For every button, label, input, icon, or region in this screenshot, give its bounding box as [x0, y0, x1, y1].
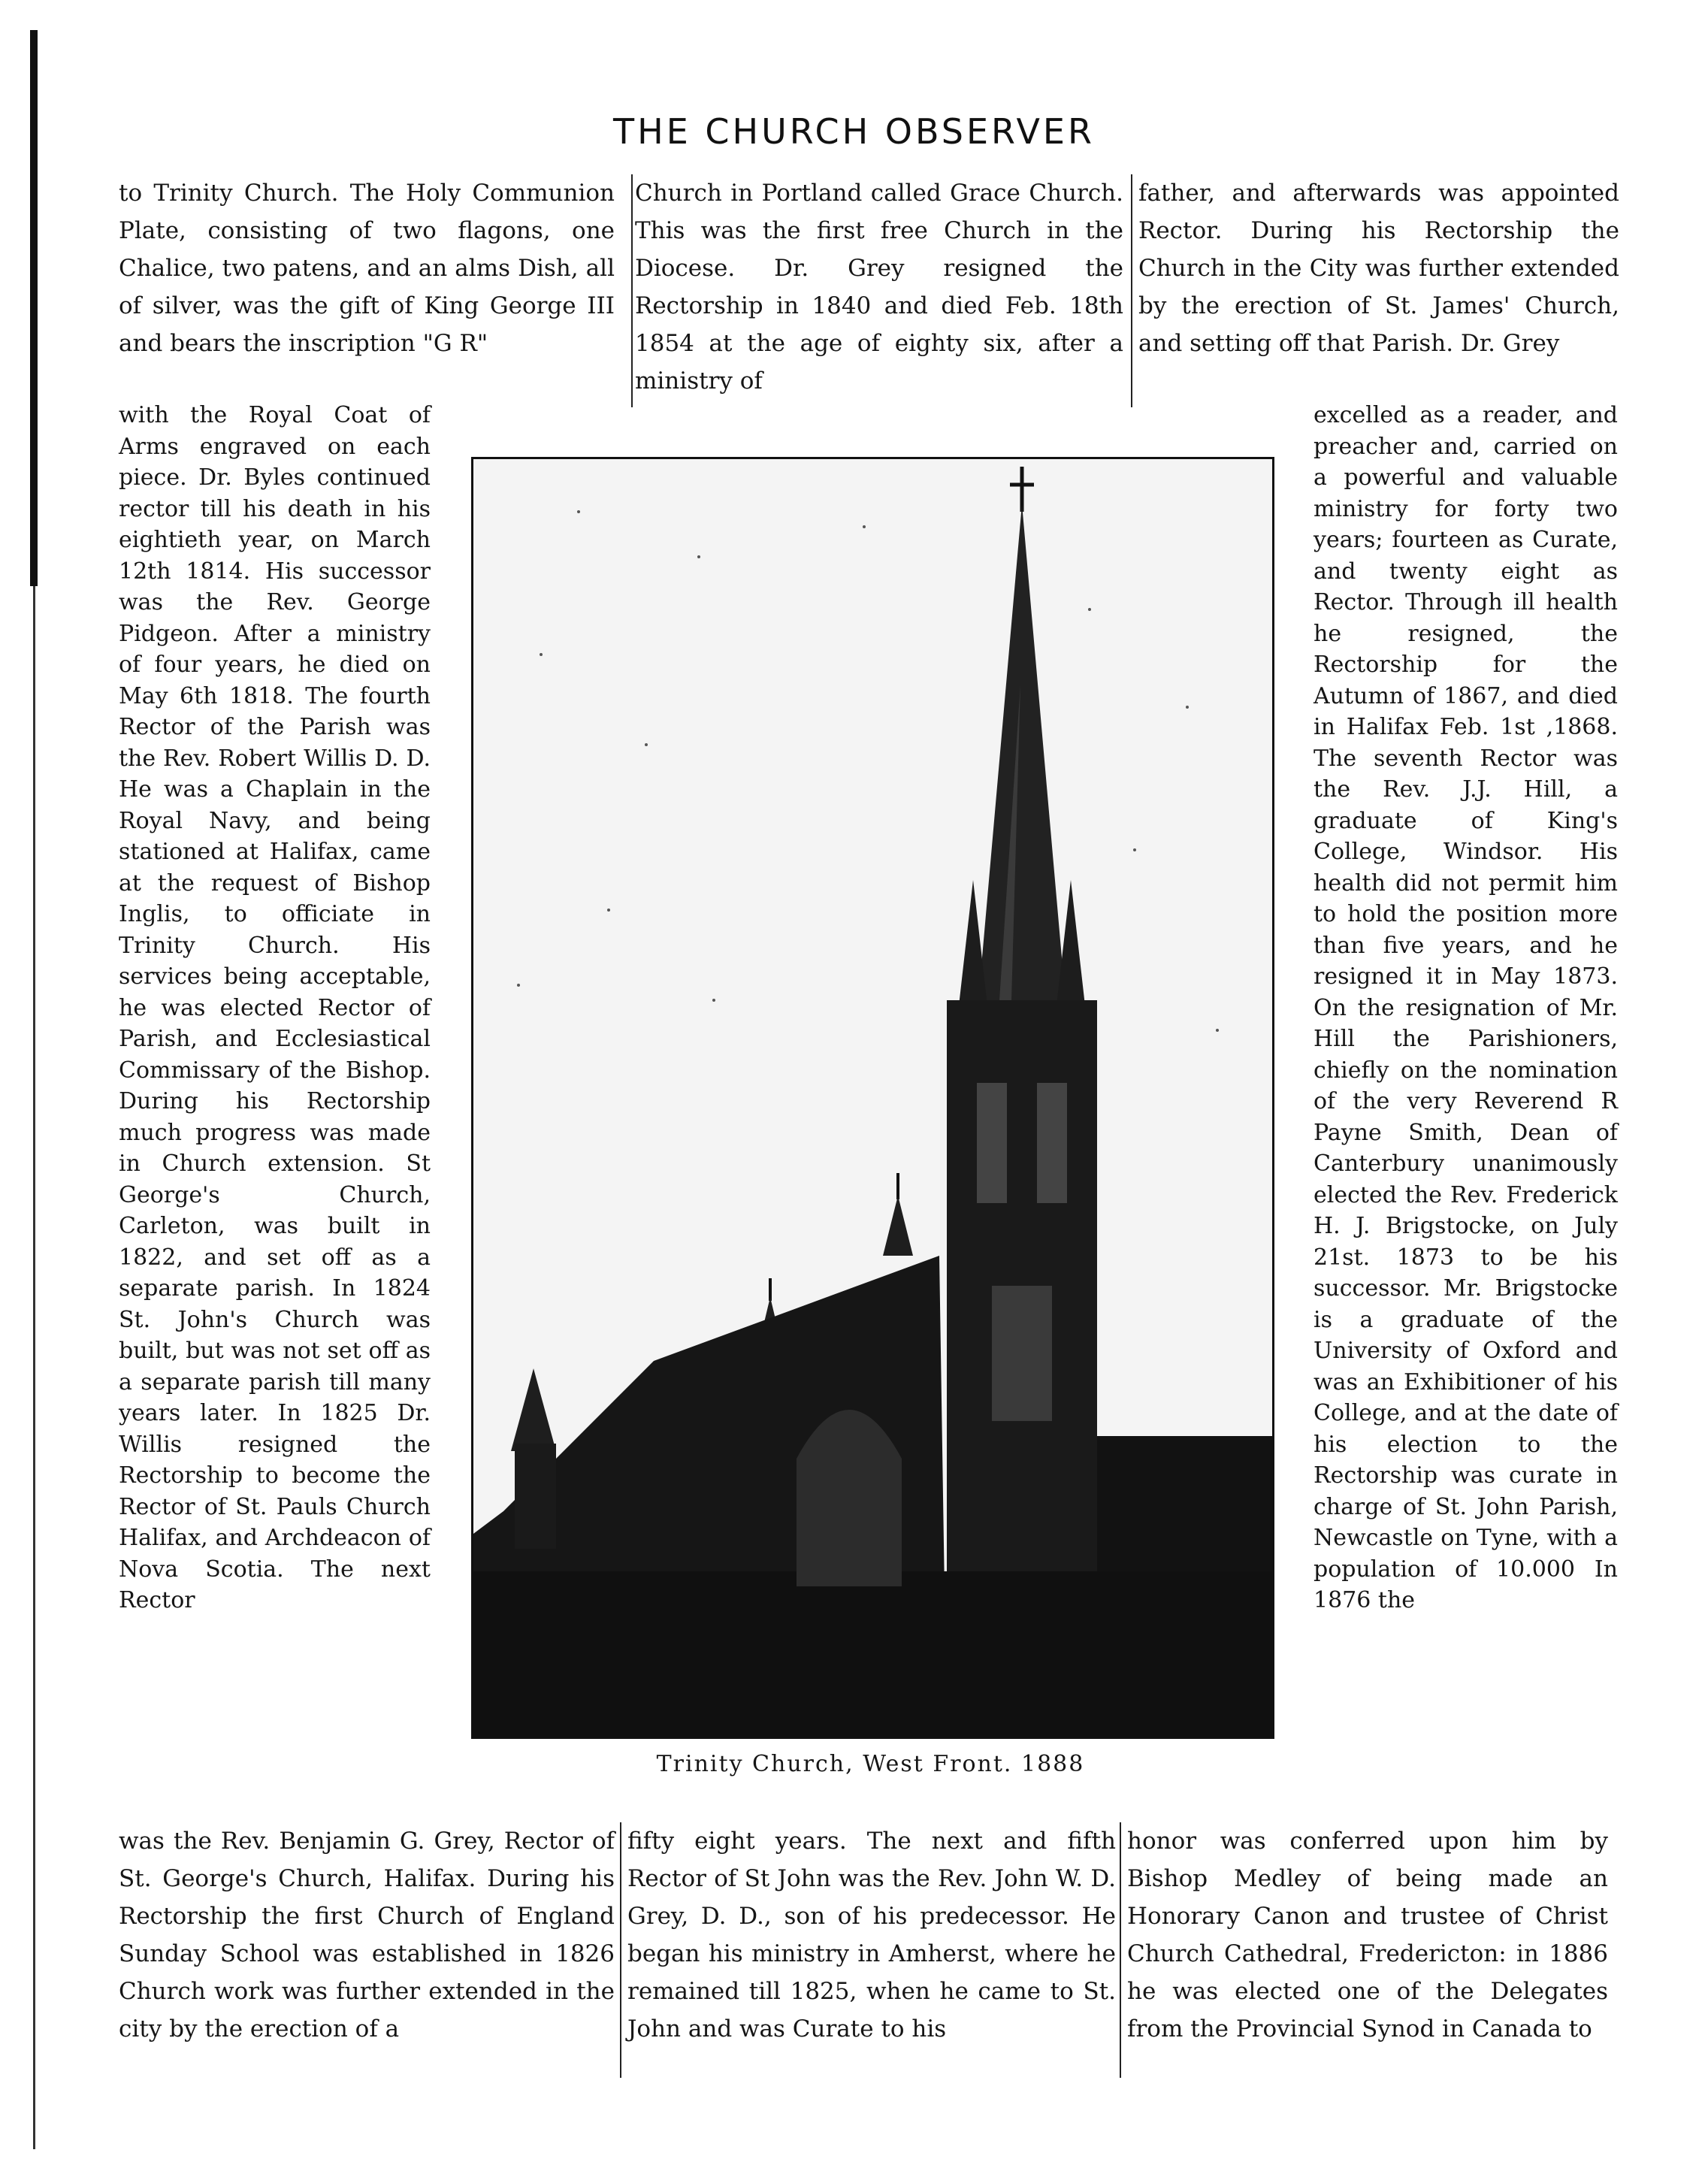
column-rule: [1131, 174, 1132, 407]
article-column-bottom-left: was the Rev. Benjamin G. Grey, Rector of St. George's Church, Halifax. During his Rectorship the first Church of England Sunday School was established in 1826 Church work was further extended in the city by the erection of a: [119, 1828, 615, 2042]
masthead-title: THE CHURCH OBSERVER: [613, 111, 1095, 152]
column-rule: [631, 174, 633, 407]
page-edge-line: [33, 586, 35, 2149]
article-column-left-narrow: with the Royal Coat of Arms engraved on each piece. Dr. Byles continued rector till his death in his eightieth year, on March 12th 1814. His successor was the Rev. George Pidgeon. After a ministry of four years, he died on May 6th 1818. The fourth Rector of the Parish was the Rev. Robert Willis D. D. He was a Chaplain in the Royal Navy, and being stationed at Halifax, came at the request of Bishop Inglis, to officiate in Trinity Church. His services being acceptable, he was elected Rector of Parish, and Ecclesiastical Commissary of the Bishop. During his Rectorship much progress was made in Church extension. St George's Church, Carleton, was built in 1822, and set off as a separate parish. In 1824 St. John's Church was built, but was not set off as a separate parish till many years later. In 1825 Dr. Willis resigned the Rectorship to become the Rector of St. Pauls Church Halifax, and Archdeacon of Nova Scotia. The next Rector: [119, 402, 431, 1613]
church-illustration: [471, 457, 1274, 1739]
column-rule: [1120, 1822, 1121, 2078]
column-rule: [620, 1822, 621, 2078]
illustration-caption: Trinity Church, West Front. 1888: [656, 1751, 1085, 1777]
article-column-top-left: to Trinity Church. The Holy Communion Plate, consisting of two flagons, one Chalice, two patens, and an alms Dish, all of silver, was the gift of King George III and bears the inscription "G R": [119, 180, 615, 357]
article-column-right-narrow: excelled as a reader, and preacher and, carried on a powerful and valuable ministry for forty two years; fourteen as Curate, and twenty eight as Rector. Through ill health he resigned, the Rectorship for the Autumn of 1867, and died in Halifax Feb. 1st ,1868. The seventh Rector was the Rev. J.J. Hill, a graduate of King's College, Windsor. His health did not permit him to hold the position more than five years, and he resigned it in May 1873. On the resignation of Mr. Hill the Parishioners, chiefly on the nomination of the very Reverend R Payne Smith, Dean of Canterbury unanimously elected the Rev. Frederick H. J. Brigstocke, on July 21st. 1873 to be his successor. Mr. Brigstocke is a graduate of the University of Oxford and was an Exhibitioner of his College, and at the date of his election to the Rectorship was curate in charge of St. John Parish, Newcastle on Tyne, with a population of 10.000 In 1876 the: [1313, 402, 1618, 1613]
article-column-bottom-right: honor was conferred upon him by Bishop Medley of being made an Honorary Canon and trustee of Christ Church Cathedral, Fredericton: in 1886 he was elected one of the Delegates from the Provincial Synod in Canada to: [1127, 1828, 1608, 2042]
article-column-bottom-middle: fifty eight years. The next and fifth Rector of St John was the Rev. John W. D. Grey, D. D., son of his predecessor. He began his ministry in Amherst, where he remained till 1825, when he came to St. John and was Curate to his: [627, 1828, 1116, 2042]
article-column-top-right: father, and afterwards was appointed Rector. During his Rectorship the Church in the City was further extended by the erection of St. James' Church, and setting off that Parish. Dr. Grey: [1138, 180, 1619, 357]
article-column-top-middle: Church in Portland called Grace Church. This was the first free Church in the Diocese. Dr. Grey resigned the Rectorship in 1840 and died Feb. 18th 1854 at the age of eighty six, after a ministry of: [635, 180, 1123, 395]
